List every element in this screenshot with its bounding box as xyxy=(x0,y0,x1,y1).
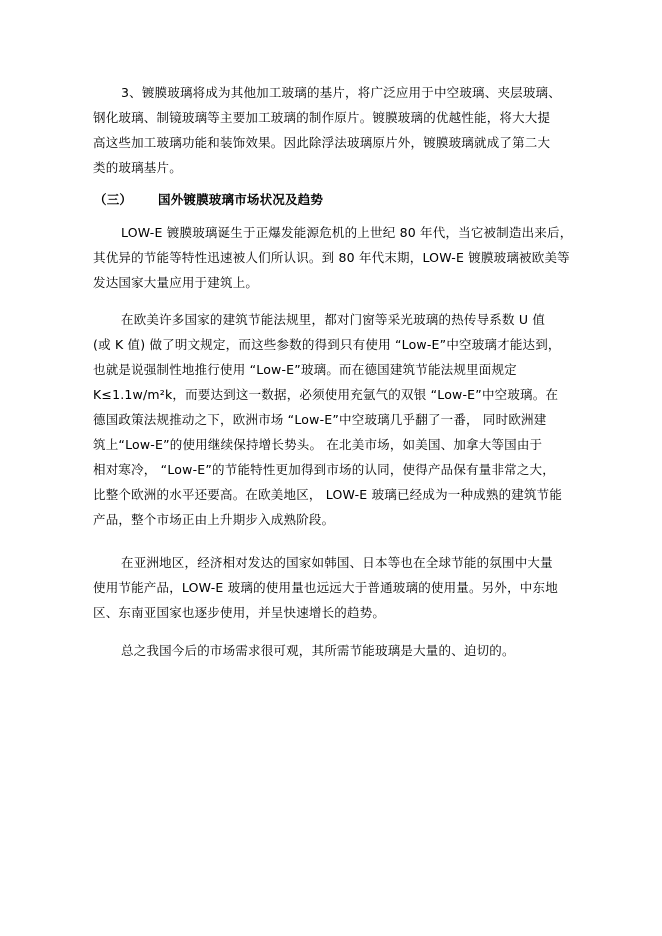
text-line: 在欧美许多国家的建筑节能法规里，都对门窗等采光玻璃的热传导系数 U 值 xyxy=(121,312,546,327)
text-line: 发达国家大量应用于建筑上。 xyxy=(93,275,259,290)
text-line: 比整个欧洲的水平还要高。在欧美地区， LOW-E 玻璃已经成为一种成熟的建筑节能 xyxy=(93,487,563,502)
text-line: 3、镀膜玻璃将成为其他加工玻璃的基片，将广泛应用于中空玻璃、夹层玻璃、 xyxy=(121,85,561,100)
text-line: 产品，整个市场正由上升期步入成熟阶段。 xyxy=(93,512,335,527)
text-line: 其优异的节能等特性迅速被人们所认识。到 80 年代末期，LOW-E 镀膜玻璃被欧美等 xyxy=(93,250,570,265)
text-line: 总之我国今后的市场需求很可观，其所需节能玻璃是大量的、迫切的。 xyxy=(121,643,515,658)
text-line: (或 K 值) 做了明文规定，而这些参数的得到只有使用 “Low-E”中空玻璃才能达到， xyxy=(93,337,561,352)
section-number: （三） xyxy=(94,192,133,207)
text-line: 使用节能产品，LOW-E 玻璃的使用量也远远大于普通玻璃的使用量。另外，中东地 xyxy=(93,580,558,595)
text-line: 钢化玻璃、制镜玻璃等主要加工玻璃的制作原片。镀膜玻璃的优越性能，将大大提 xyxy=(93,110,551,125)
text-line: 高这些加工玻璃功能和装饰效果。因此除浮法玻璃原片外，镀膜玻璃就成了第二大 xyxy=(93,135,551,150)
text-line: LOW-E 镀膜玻璃诞生于正爆发能源危机的上世纪 80 年代，当它被制造出来后， xyxy=(121,225,573,240)
text-line: 德国政策法规推动之下，欧洲市场 “Low-E”中空玻璃几乎翻了一番， 同时欧洲建 xyxy=(93,412,547,427)
section-title: 国外镀膜玻璃市场状况及趋势 xyxy=(158,192,324,207)
text-line: 相对寒冷， “Low-E”的节能特性更加得到市场的认同，使得产品保有量非常之大， xyxy=(93,462,555,477)
text-line: 也就是说强制性地推行使用 “Low-E”玻璃。而在德国建筑节能法规里面规定 xyxy=(93,362,517,377)
text-line: 在亚洲地区，经济相对发达的国家如韩国、日本等也在全球节能的氛围中大量 xyxy=(121,555,553,570)
text-line: K≤1.1w/m²k，而要达到这一数据，必须使用充氩气的双银 “Low-E”中空玻璃。在 xyxy=(93,387,559,402)
text-line: 区、东南亚国家也逐步使用，并呈快速增长的趋势。 xyxy=(93,605,386,620)
text-line: 类的玻璃基片。 xyxy=(93,160,182,175)
text-line: 筑上“Low-E”的使用继续保持增长势头。 在北美市场，如美国、加拿大等国由于 xyxy=(93,437,543,452)
